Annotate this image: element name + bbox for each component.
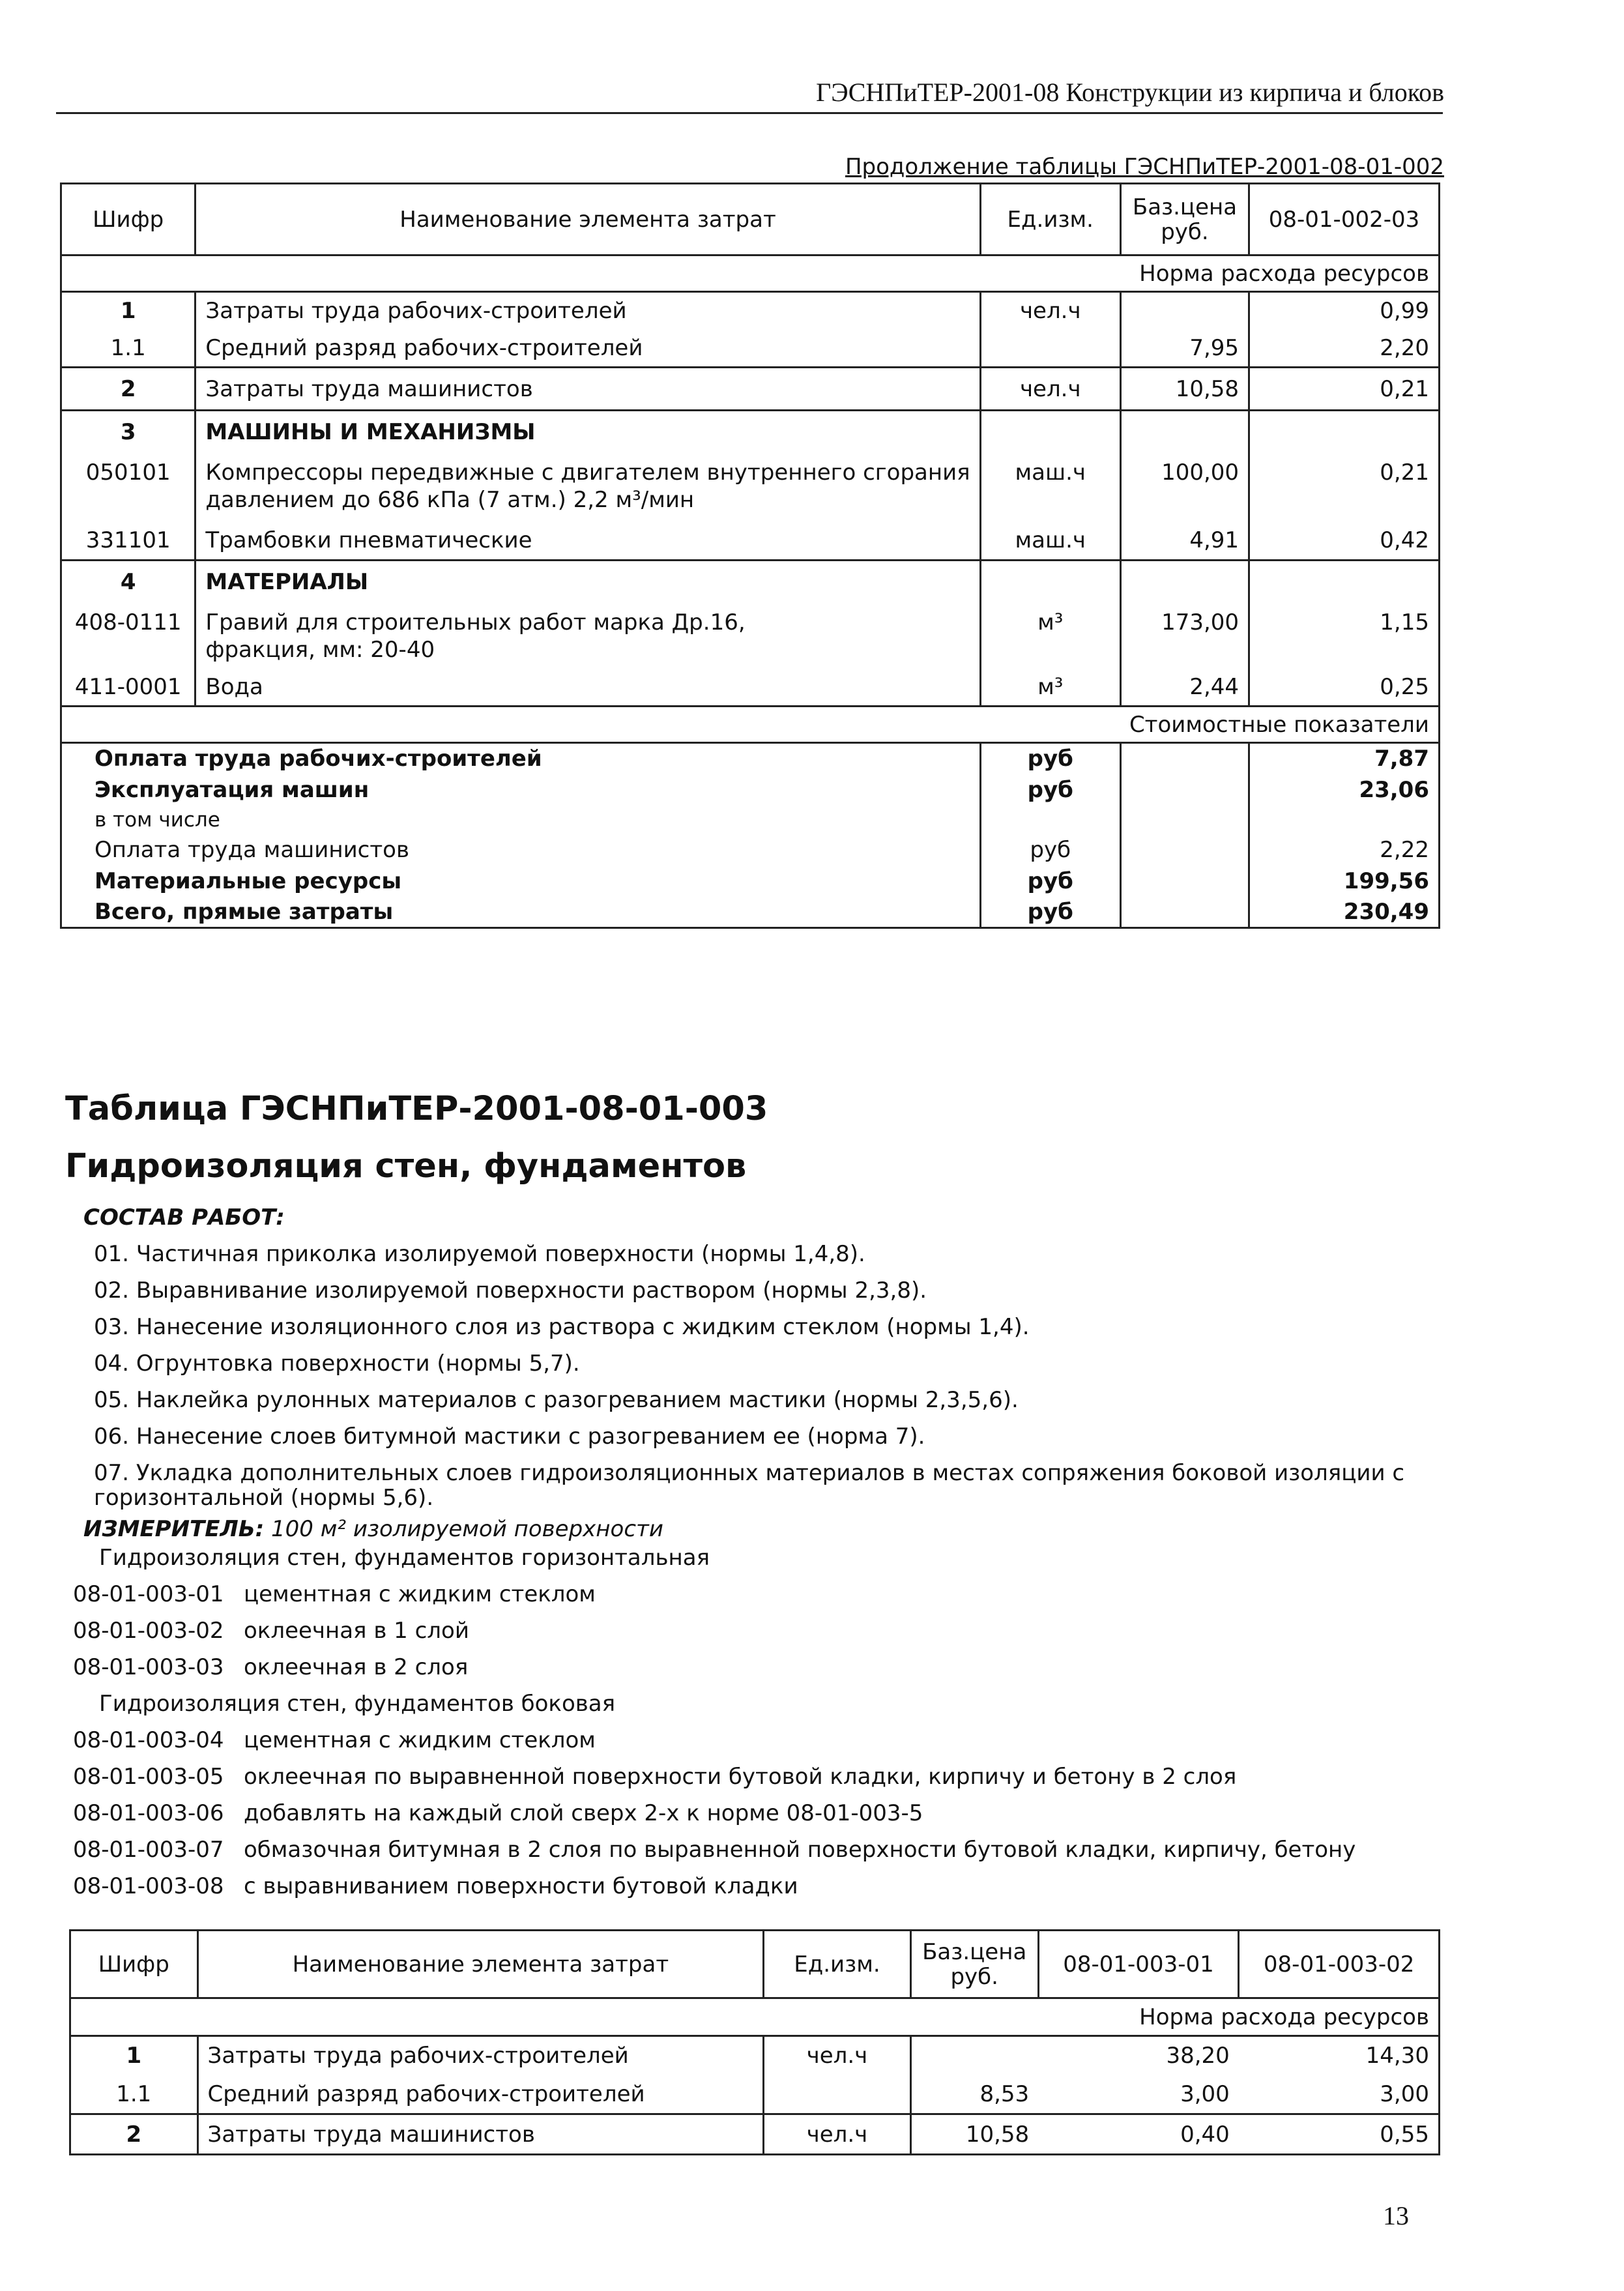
norm-text: с выравниванием поверхности бутовой кладки xyxy=(244,1873,798,1899)
running-header: ГЭСНПиТЕР-2001-08 Конструкции из кирпича и блоков xyxy=(816,78,1444,107)
list-item: 02. Выравнивание изолируемой поверхности раствором (нормы 2,3,8). xyxy=(94,1277,927,1304)
cost-row xyxy=(61,774,1440,806)
row-value2: 0,55 xyxy=(1239,2114,1440,2155)
cost-value xyxy=(1249,806,1440,834)
row-price: 2,44 xyxy=(1120,669,1249,707)
list-item-continuation: горизонтальной (нормы 5,6). xyxy=(94,1485,434,1511)
cost-label: Материальные ресурсы xyxy=(94,868,402,894)
list-item xyxy=(73,1795,1356,1831)
col-value2-header: 08-01-003-02 xyxy=(1239,1931,1440,1998)
row-value2: 14,30 xyxy=(1365,2043,1429,2069)
row-unit xyxy=(980,561,1120,604)
cost-value: 230,49 xyxy=(1249,897,1440,928)
list-item xyxy=(73,1758,1356,1795)
cost-label: Оплата труда машинистов xyxy=(94,836,410,863)
table-header-row xyxy=(61,184,1440,255)
norm-text: добавлять на каждый слой сверх 2-х к норме 08-01-003-5 xyxy=(244,1800,923,1826)
norm-code: 08-01-003-01 xyxy=(73,1581,224,1607)
row-code: 3 xyxy=(61,411,196,454)
table-row xyxy=(61,669,1440,707)
works-label: СОСТАВ РАБОТ: xyxy=(83,1204,285,1231)
cost-label: Оплата труда рабочих-строителей xyxy=(94,746,542,772)
row-name: Затраты труда рабочих-строителей xyxy=(196,292,980,330)
table-row xyxy=(70,2075,1440,2114)
norm-header-row xyxy=(70,1998,1440,2036)
norm-code: 08-01-003-06 xyxy=(73,1800,224,1826)
row-price xyxy=(1120,292,1249,330)
row-unit: маш.ч xyxy=(980,454,1120,521)
row-code: 1.1 xyxy=(110,334,146,361)
table-row xyxy=(61,368,1440,411)
table-row xyxy=(61,292,1440,330)
col-name-header: Наименование элемента затрат xyxy=(197,1931,764,1998)
norms-list xyxy=(73,1539,1356,1904)
cost-value: 7,87 xyxy=(1249,743,1440,774)
row-unit xyxy=(764,2075,911,2114)
section-row xyxy=(61,561,1440,604)
resource-table-2 xyxy=(69,1929,1440,2155)
norm-text: цементная с жидким стеклом xyxy=(244,1727,596,1753)
row-unit: м³ xyxy=(980,669,1120,707)
row-price: 10,58 xyxy=(1120,368,1249,411)
row-price: 7,95 xyxy=(1120,330,1249,368)
row-name: Затраты труда рабочих-строителей xyxy=(197,2036,764,2075)
row-value: 2,20 xyxy=(1249,330,1440,368)
meter-value: 100 м² изолируемой поверхности xyxy=(271,1516,663,1542)
table-header-row xyxy=(70,1931,1440,1998)
meter-label: ИЗМЕРИТЕЛЬ: xyxy=(83,1516,265,1542)
norm-header-row xyxy=(61,255,1440,292)
resource-table-1 xyxy=(60,182,1440,929)
row-value: 0,25 xyxy=(1249,669,1440,707)
col-unit-header: Ед.изм. xyxy=(764,1931,911,1998)
row-unit: чел.ч xyxy=(980,292,1120,330)
group-heading: Гидроизоляция стен, фундаментов горизонтальная xyxy=(99,1545,710,1571)
norm-text: обмазочная битумная в 2 слоя по выравненной поверхности бутовой кладки, кирпичу, бетону xyxy=(244,1837,1356,1863)
row-value1: 38,20 xyxy=(1166,2043,1230,2069)
list-item xyxy=(73,1612,1356,1649)
row-price: 8,53 xyxy=(910,2075,1038,2114)
row-code: 1 xyxy=(120,298,136,325)
row-unit: чел.ч xyxy=(764,2114,911,2155)
row-code: 050101 xyxy=(85,459,171,486)
cost-header-row xyxy=(61,707,1440,743)
row-unit: маш.ч xyxy=(980,521,1120,561)
cost-unit xyxy=(980,806,1120,834)
col-unit-header: Ед.изм. xyxy=(980,184,1120,255)
cost-unit: руб xyxy=(980,774,1120,806)
row-name: МАТЕРИАЛЫ xyxy=(196,561,980,604)
list-item xyxy=(73,1831,1356,1868)
group-heading: Гидроизоляция стен, фундаментов боковая xyxy=(99,1691,616,1717)
col-price-header: Баз.цена руб. xyxy=(1120,184,1249,255)
norm-text: оклеечная по выравненной поверхности бутовой кладки, кирпичу и бетону в 2 слоя xyxy=(244,1764,1237,1790)
cost-header: Стоимостные показатели xyxy=(61,707,1440,743)
row-price xyxy=(1120,561,1249,604)
col-value1-header: 08-01-003-01 xyxy=(1038,1931,1239,1998)
works-list xyxy=(83,1199,1404,1547)
table-row xyxy=(61,454,1440,521)
row-code: 1.1 xyxy=(116,2080,152,2107)
cost-row xyxy=(61,866,1440,897)
row-value: 0,21 xyxy=(1249,454,1440,521)
header-rule xyxy=(56,112,1443,114)
row-name: Затраты труда машинистов xyxy=(196,368,980,411)
row-value: 0,42 xyxy=(1249,521,1440,561)
row-name xyxy=(196,604,980,669)
table-row xyxy=(61,330,1440,368)
row-price: 100,00 xyxy=(1120,454,1249,521)
list-item xyxy=(73,1868,1356,1904)
row-value1: 3,00 xyxy=(1180,2080,1230,2107)
list-item xyxy=(73,1649,1356,1685)
row-price xyxy=(910,2036,1038,2075)
table-row xyxy=(70,2114,1440,2155)
table-row xyxy=(70,2036,1440,2075)
row-value xyxy=(1249,561,1440,604)
col-price-header: Баз.цена руб. xyxy=(910,1931,1038,1998)
row-unit: чел.ч xyxy=(980,368,1120,411)
row-name-line2: давлением до 686 кПа (7 атм.) 2,2 м³/мин xyxy=(205,486,695,513)
norm-code: 08-01-003-02 xyxy=(73,1618,224,1644)
list-item: 05. Наклейка рулонных материалов с разогреванием мастики (нормы 2,3,5,6). xyxy=(94,1387,1019,1413)
section-row xyxy=(61,411,1440,454)
row-name-line2: фракция, мм: 20-40 xyxy=(205,636,435,663)
row-value: 0,21 xyxy=(1249,368,1440,411)
row-code: 411-0001 xyxy=(74,673,182,700)
row-code: 1 xyxy=(126,2043,142,2069)
list-item xyxy=(73,1722,1356,1758)
cost-row xyxy=(61,834,1440,866)
row-name: Трамбовки пневматические xyxy=(196,521,980,561)
row-name: Вода xyxy=(196,669,980,707)
col-name-header: Наименование элемента затрат xyxy=(196,184,980,255)
norm-text: оклеечная в 1 слой xyxy=(244,1618,469,1644)
cost-value: 2,22 xyxy=(1249,834,1440,866)
list-item xyxy=(73,1576,1356,1612)
row-code: 331101 xyxy=(85,527,171,553)
row-price: 10,58 xyxy=(910,2114,1038,2155)
row-unit: м³ xyxy=(980,604,1120,669)
norm-header: Норма расхода ресурсов xyxy=(61,255,1440,292)
row-code: 2 xyxy=(70,2114,198,2155)
cost-unit: руб xyxy=(980,834,1120,866)
row-value: 1,15 xyxy=(1249,604,1440,669)
list-item: 06. Нанесение слоев битумной мастики с разогреванием ее (норма 7). xyxy=(94,1423,925,1450)
row-unit xyxy=(980,411,1120,454)
row-name: Средний разряд рабочих-строителей xyxy=(197,2075,764,2114)
row-name xyxy=(196,454,980,521)
cost-row xyxy=(61,806,1440,834)
col-code-header: Шифр xyxy=(70,1931,198,1998)
norm-code: 08-01-003-03 xyxy=(73,1654,224,1680)
row-value2: 3,00 xyxy=(1380,2080,1429,2107)
norm-code: 08-01-003-08 xyxy=(73,1873,224,1899)
list-item: 03. Нанесение изоляционного слоя из раствора с жидким стеклом (нормы 1,4). xyxy=(94,1314,1030,1340)
list-item: 01. Частичная приколка изолируемой поверхности (нормы 1,4,8). xyxy=(94,1241,865,1267)
row-code: 2 xyxy=(61,368,196,411)
row-unit: чел.ч xyxy=(764,2036,911,2075)
row-price: 173,00 xyxy=(1120,604,1249,669)
norm-code: 08-01-003-07 xyxy=(73,1837,224,1863)
cost-row xyxy=(61,897,1440,928)
cost-label: Эксплуатация машин xyxy=(94,776,370,803)
row-price: 4,91 xyxy=(1120,521,1249,561)
row-value1: 0,40 xyxy=(1038,2114,1239,2155)
cost-unit: руб xyxy=(980,743,1120,774)
cost-value: 23,06 xyxy=(1249,774,1440,806)
list-item: 04. Огрунтовка поверхности (нормы 5,7). xyxy=(94,1350,580,1377)
row-name: МАШИНЫ И МЕХАНИЗМЫ xyxy=(196,411,980,454)
table-title: Таблица ГЭСНПиТЕР-2001-08-01-003 xyxy=(65,1090,768,1128)
cost-label: Всего, прямые затраты xyxy=(94,898,394,925)
page-number: 13 xyxy=(1383,2201,1409,2230)
cost-label: в том числе xyxy=(94,808,220,832)
col-code-header: Шифр xyxy=(61,184,196,255)
table-row xyxy=(61,521,1440,561)
row-name-line1: Компрессоры передвижные с двигателем внутреннего сгорания xyxy=(205,459,970,486)
col-value-header: 08-01-002-03 xyxy=(1249,184,1440,255)
row-name: Затраты труда машинистов xyxy=(197,2114,764,2155)
table-subtitle: Гидроизоляция стен, фундаментов xyxy=(65,1147,747,1186)
norm-header: Норма расхода ресурсов xyxy=(70,1998,1440,2036)
norm-code: 08-01-003-05 xyxy=(73,1764,224,1790)
row-unit xyxy=(980,330,1120,368)
norm-code: 08-01-003-04 xyxy=(73,1727,224,1753)
cost-unit: руб xyxy=(980,866,1120,897)
row-name: Средний разряд рабочих-строителей xyxy=(196,330,980,368)
table-row xyxy=(61,604,1440,669)
row-value: 0,99 xyxy=(1249,292,1440,330)
row-price xyxy=(1120,411,1249,454)
row-value xyxy=(1249,411,1440,454)
table-continuation-caption: Продолжение таблицы ГЭСНПиТЕР-2001-08-01-002 xyxy=(845,154,1444,180)
norm-text: оклеечная в 2 слоя xyxy=(244,1654,469,1680)
row-code: 4 xyxy=(61,561,196,604)
cost-value: 199,56 xyxy=(1249,866,1440,897)
cost-row xyxy=(61,743,1440,774)
row-code: 408-0111 xyxy=(74,609,182,635)
cost-unit: руб xyxy=(980,897,1120,928)
norm-text: цементная с жидким стеклом xyxy=(244,1581,596,1607)
row-name-line1: Гравий для строительных работ марка Др.16, xyxy=(205,609,746,635)
list-item: 07. Укладка дополнительных слоев гидроизоляционных материалов в местах сопряжения боковой изоляции с xyxy=(94,1460,1405,1486)
